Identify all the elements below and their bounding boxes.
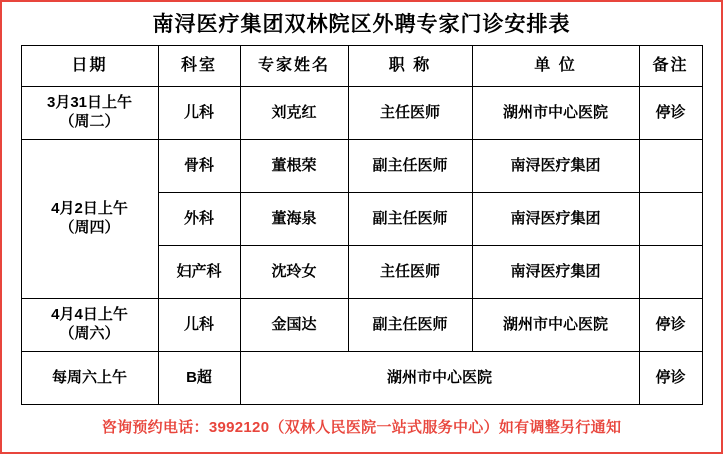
- column-header-expert-name: 专家姓名: [240, 46, 348, 87]
- cell-department: 骨科: [158, 140, 240, 193]
- column-header-department: 科室: [158, 46, 240, 87]
- table-row: [21, 87, 702, 140]
- page-title: 南浔医疗集团双林院区外聘专家门诊安排表: [152, 13, 571, 36]
- date-primary: 4月2日上午: [51, 200, 128, 218]
- date-weekday: （周六）: [59, 325, 120, 343]
- cell-expert-name: 董海泉: [240, 193, 348, 246]
- cell-expert-name: 金国达: [240, 299, 348, 352]
- date-weekday: （周四）: [59, 219, 120, 237]
- cell-job-title: 副主任医师: [348, 299, 472, 352]
- cell-department: 儿科: [158, 87, 240, 140]
- footer-note: 咨询预约电话：3992120（双林人民医院一站式服务中心）如有调整另行通知: [101, 419, 622, 437]
- cell-expert-name: 刘克红: [240, 87, 348, 140]
- cell-unit: 湖州市中心医院: [472, 87, 639, 140]
- date-primary: 每周六上午: [51, 368, 127, 386]
- cell-department: 妇产科: [158, 246, 240, 299]
- cell-date: [21, 87, 158, 140]
- column-header-job-title: 职 称: [348, 46, 472, 87]
- cell-unit: 南浔医疗集团: [472, 140, 639, 193]
- cell-job-title: 副主任医师: [348, 193, 472, 246]
- cell-unit: 南浔医疗集团: [472, 246, 639, 299]
- date-weekday: （周二）: [59, 113, 120, 131]
- table-row: [21, 352, 702, 405]
- date-primary: 3月31日上午: [46, 94, 133, 112]
- cell-remark: [639, 193, 702, 246]
- cell-remark: 停诊: [639, 352, 702, 405]
- cell-department: B超: [158, 352, 240, 405]
- cell-department: 儿科: [158, 299, 240, 352]
- table-row: [21, 140, 702, 193]
- cell-department: 外科: [158, 193, 240, 246]
- cell-unit: 湖州市中心医院: [472, 299, 639, 352]
- cell-expert-name: 沈玲女: [240, 246, 348, 299]
- cell-unit: 湖州市中心医院: [240, 352, 639, 405]
- schedule-table: [21, 45, 703, 405]
- cell-remark: 停诊: [639, 87, 702, 140]
- table-row: [21, 299, 702, 352]
- cell-job-title: 副主任医师: [348, 140, 472, 193]
- cell-job-title: 主任医师: [348, 87, 472, 140]
- table-header-row: [21, 46, 702, 87]
- cell-remark: 停诊: [639, 299, 702, 352]
- cell-remark: [639, 246, 702, 299]
- column-header-date: 日期: [21, 46, 158, 87]
- cell-job-title: 主任医师: [348, 246, 472, 299]
- cell-unit: 南浔医疗集团: [472, 193, 639, 246]
- cell-date: [21, 140, 158, 299]
- cell-date: [21, 352, 158, 405]
- column-header-remark: 备注: [639, 46, 702, 87]
- cell-expert-name: 董根荣: [240, 140, 348, 193]
- cell-remark: [639, 140, 702, 193]
- date-primary: 4月4日上午: [51, 306, 128, 324]
- cell-date: [21, 299, 158, 352]
- column-header-unit: 单 位: [472, 46, 639, 87]
